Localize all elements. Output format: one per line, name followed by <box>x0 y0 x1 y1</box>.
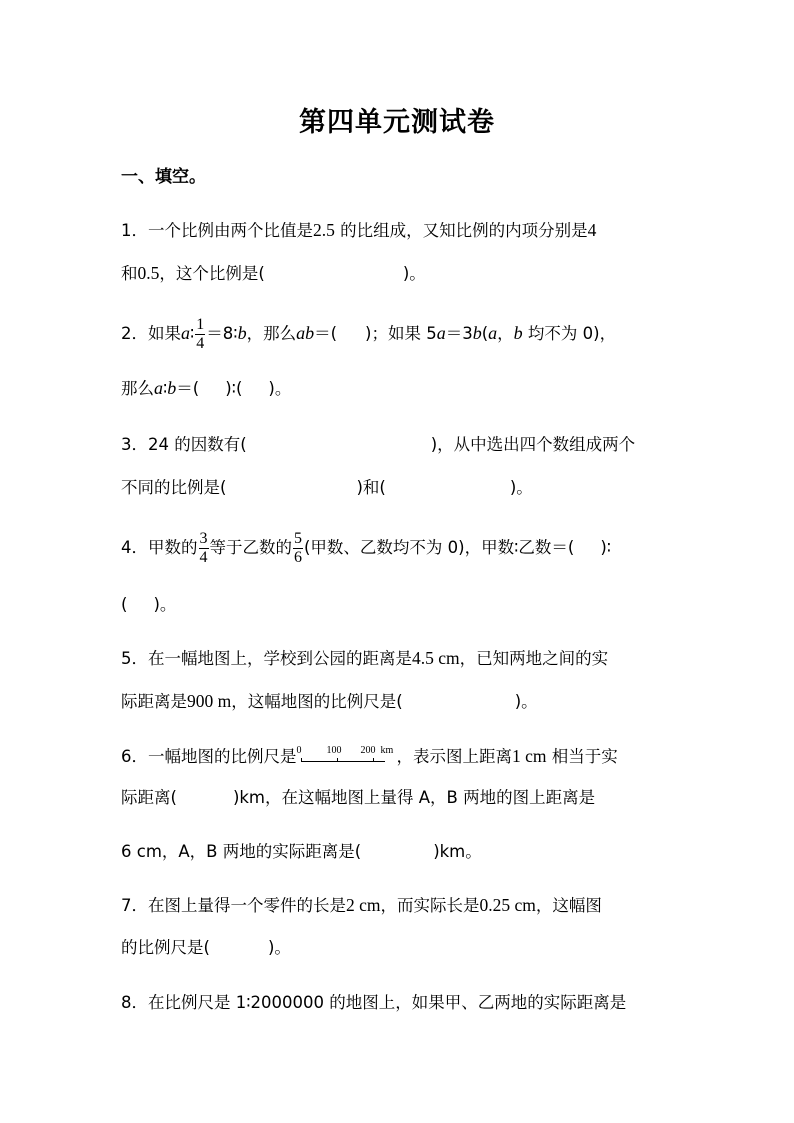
scale-bar <box>296 744 397 769</box>
question-6-line-3: 6 cm，A，B 两地的实际距离是( )km。 <box>121 842 482 861</box>
scale-tick <box>373 758 374 762</box>
page-title: 第四单元测试卷 <box>299 107 495 138</box>
fraction: $\frac{5}{6}$ <box>294 530 302 566</box>
section-heading: 一、填空。 <box>121 167 206 187</box>
scale-tick-label: 0 <box>296 744 302 756</box>
question-2-line-1: 2．如果a∶ $\frac{1}{4}$ ＝8∶b，那么ab＝( )；如果 5a＝3b(a，b 均不为 0)， <box>121 316 617 352</box>
fraction: $\frac{3}{4}$ <box>199 530 208 566</box>
question-6-line-1: 6．一幅地图的比例尺是 0 100 200 km ，表示图上距离1 cm 相当于实 <box>121 743 618 769</box>
question-1-line-1: 1．一个比例由两个比值是2.5 的比组成，又知比例的内项分别是4 <box>121 220 597 240</box>
question-5-line-2: 际距离是900 m，这幅地图的比例尺是( )。 <box>121 691 538 711</box>
question-2-line-2: 那么a∶b＝( )∶( )。 <box>121 378 292 398</box>
question-4-line-1: 4．甲数的 $\frac{3}{4}$ 等于乙数的 $\frac{5}{6}$ (甲数、乙数均不为 0)，甲数∶乙数＝( )∶ <box>121 530 612 566</box>
question-8-line-1: 8．在比例尺是 1∶2000000 的地图上，如果甲、乙两地的实际距离是 <box>121 993 627 1012</box>
question-7-line-2: 的比例尺是( )。 <box>121 938 291 957</box>
fraction: $\frac{1}{4}$ <box>196 316 205 352</box>
question-3-line-1: 3．24 的因数有( )，从中选出四个数组成两个 <box>121 435 636 454</box>
scale-tick <box>337 758 338 762</box>
question-3-line-2: 不同的比例是( )和( )。 <box>121 478 533 497</box>
question-4-line-2: ( )。 <box>121 595 177 614</box>
scale-tick <box>301 758 302 762</box>
scale-unit-label: km <box>380 744 394 756</box>
question-1-line-2: 和0.5，这个比例是( )。 <box>121 263 426 283</box>
question-7-line-1: 7．在图上量得一个零件的长是2 cm，而实际长是0.25 cm，这幅图 <box>121 895 602 915</box>
question-6-line-2: 际距离( )km，在这幅地图上量得 A，B 两地的图上距离是 <box>121 788 596 807</box>
scale-tick-label: 100 <box>326 744 342 756</box>
question-5-line-1: 5．在一幅地图上，学校到公园的距离是4.5 cm，已知两地之间的实 <box>121 648 609 668</box>
scale-tick-label: 200 <box>360 744 376 756</box>
